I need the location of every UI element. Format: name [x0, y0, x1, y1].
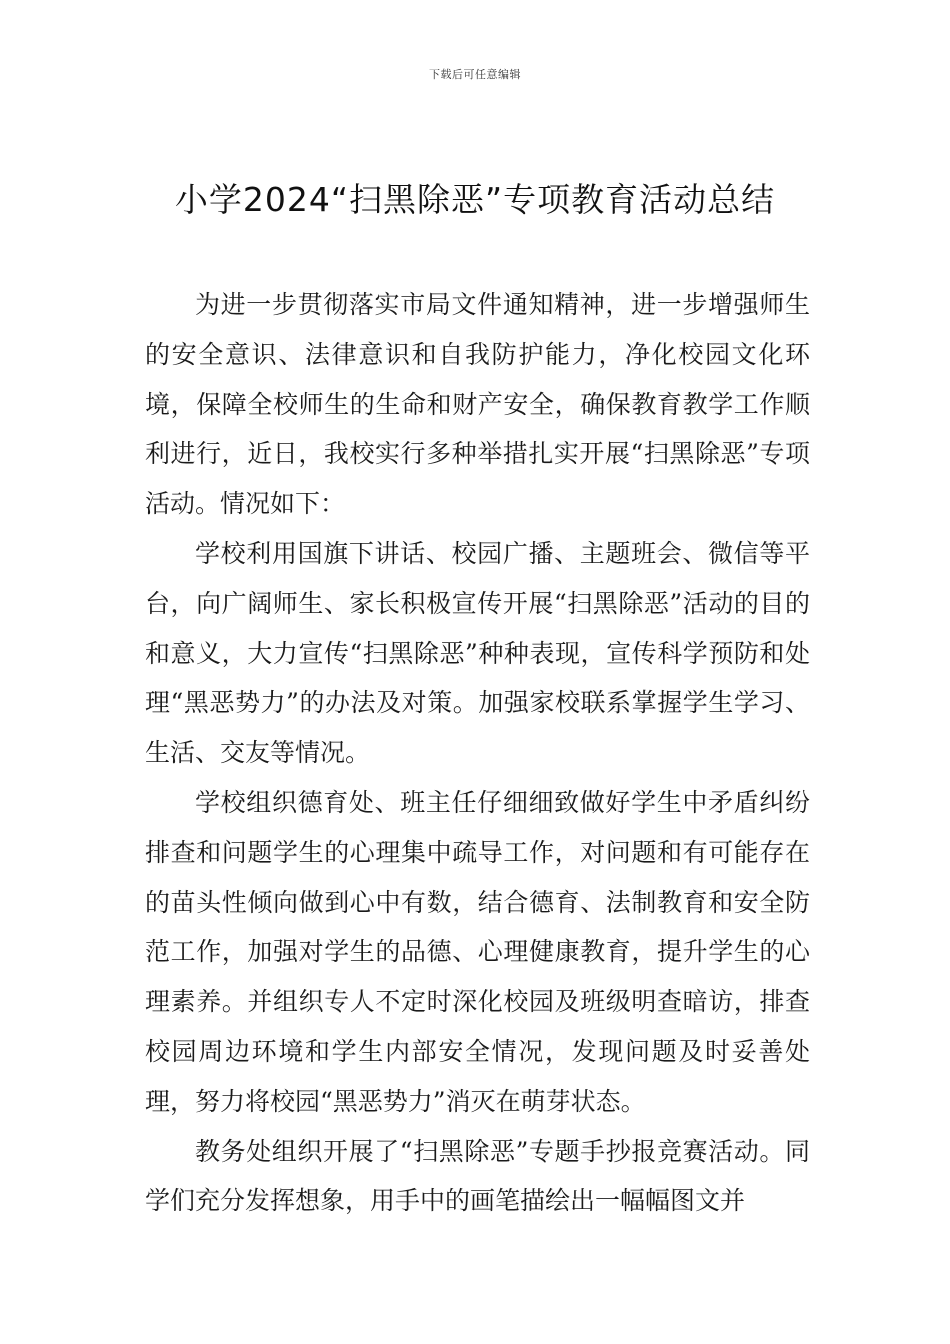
paragraph: 学校利用国旗下讲话、校园广播、主题班会、微信等平台，向广阔师生、家长积极宣传开展“扫黑除恶”活动的目的和意义，大力宣传“扫黑除恶”种种表现，宣传科学预防和处理“黑恶势力”的办法及对策。加强家校联系掌握学生学习、生活、交友等情况。 — [145, 538, 810, 768]
paragraph: 教务处组织开展了“扫黑除恶”专题手抄报竞赛活动。同学们充分发挥想象，用手中的画笔描绘出一幅幅图文并 — [145, 1136, 810, 1216]
paragraph: 为进一步贯彻落实市局文件通知精神，进一步增强师生的安全意识、法律意识和自我防护能力，净化校园文化环境，保障全校师生的生命和财产安全，确保教育教学工作顺利进行，近日，我校实行多种举措扎实开展“扫黑除恶”专项活动。情况如下： — [145, 290, 810, 519]
header-note: 下载后可任意编辑 — [429, 68, 521, 81]
document-body — [145, 280, 810, 1226]
paragraph: 学校组织德育处、班主任仔细细致做好学生中矛盾纠纷排查和问题学生的心理集中疏导工作，对问题和有可能存在的苗头性倾向做到心中有数，结合德育、法制教育和安全防范工作，加强对学生的品德、心理健康教育，提升学生的心理素养。并组织专人不定时深化校园及班级明查暗访，排查校园周边环境和学生内部安全情况，发现问题及时妥善处理，努力将校园“黑恶势力”消灭在萌芽状态。 — [145, 787, 810, 1116]
document-title: 小学2024“扫黑除恶”专项教育活动总结 — [174, 180, 776, 219]
